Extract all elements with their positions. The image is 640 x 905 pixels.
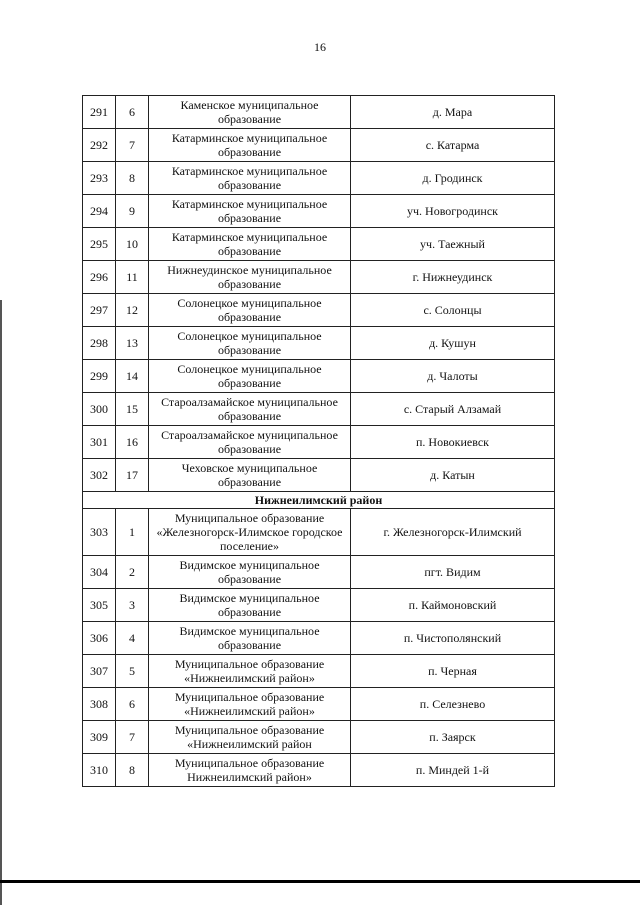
row-number-cell: 302 (83, 459, 116, 492)
settlement-cell: д. Катын (351, 459, 555, 492)
municipality-cell: Видимское муниципальное образование (149, 589, 351, 622)
municipality-cell: Солонецкое муниципальное образование (149, 360, 351, 393)
municipality-cell: Староалзамайское муниципальное образование (149, 393, 351, 426)
municipality-cell: Муниципальное образование «Железногорск-Илимское городское поселение» (149, 509, 351, 556)
row-number-cell: 310 (83, 754, 116, 787)
settlement-cell: п. Миндей 1-й (351, 754, 555, 787)
row-number-cell: 292 (83, 129, 116, 162)
table-row (83, 129, 555, 162)
scan-edge-line (0, 300, 2, 905)
settlement-cell: д. Чалоты (351, 360, 555, 393)
page-number: 16 (314, 40, 326, 54)
row-number-cell: 291 (83, 96, 116, 129)
local-number-cell: 10 (116, 228, 149, 261)
settlement-cell: п. Черная (351, 655, 555, 688)
settlement-cell: уч. Новогродинск (351, 195, 555, 228)
local-number-cell: 12 (116, 294, 149, 327)
row-number-cell: 299 (83, 360, 116, 393)
table-row (83, 162, 555, 195)
section-heading: Нижнеилимский район (83, 492, 555, 509)
local-number-cell: 7 (116, 721, 149, 754)
municipality-cell: Солонецкое муниципальное образование (149, 327, 351, 360)
table-row (83, 327, 555, 360)
municipality-cell: Солонецкое муниципальное образование (149, 294, 351, 327)
municipality-cell: Катарминское муниципальное образование (149, 129, 351, 162)
settlement-cell: п. Заярск (351, 721, 555, 754)
row-number-cell: 301 (83, 426, 116, 459)
municipality-cell: Муниципальное образование «Нижнеилимский район (149, 721, 351, 754)
settlement-cell: д. Кушун (351, 327, 555, 360)
table-row (83, 655, 555, 688)
section-heading-row (83, 492, 555, 509)
local-number-cell: 8 (116, 754, 149, 787)
local-number-cell: 13 (116, 327, 149, 360)
table-row (83, 754, 555, 787)
row-number-cell: 308 (83, 688, 116, 721)
local-number-cell: 5 (116, 655, 149, 688)
row-number-cell: 303 (83, 509, 116, 556)
table-row (83, 195, 555, 228)
table-row (83, 228, 555, 261)
settlement-cell: п. Селезнево (351, 688, 555, 721)
row-number-cell: 304 (83, 556, 116, 589)
local-number-cell: 1 (116, 509, 149, 556)
table-row (83, 393, 555, 426)
local-number-cell: 8 (116, 162, 149, 195)
municipality-cell: Катарминское муниципальное образование (149, 195, 351, 228)
settlement-cell: п. Каймоновский (351, 589, 555, 622)
row-number-cell: 309 (83, 721, 116, 754)
row-number-cell: 294 (83, 195, 116, 228)
municipality-cell: Каменское муниципальное образование (149, 96, 351, 129)
municipality-cell: Видимское муниципальное образование (149, 556, 351, 589)
table-row (83, 622, 555, 655)
table-row (83, 459, 555, 492)
row-number-cell: 296 (83, 261, 116, 294)
row-number-cell: 306 (83, 622, 116, 655)
municipality-cell: Староалзамайское муниципальное образование (149, 426, 351, 459)
row-number-cell: 305 (83, 589, 116, 622)
table-row (83, 96, 555, 129)
table-row (83, 509, 555, 556)
local-number-cell: 2 (116, 556, 149, 589)
table-row (83, 426, 555, 459)
municipality-cell: Чеховское муниципальное образование (149, 459, 351, 492)
municipality-cell: Катарминское муниципальное образование (149, 228, 351, 261)
settlement-cell: пгт. Видим (351, 556, 555, 589)
local-number-cell: 4 (116, 622, 149, 655)
settlement-cell: д. Гродинск (351, 162, 555, 195)
table-row (83, 589, 555, 622)
local-number-cell: 3 (116, 589, 149, 622)
settlement-cell: с. Солонцы (351, 294, 555, 327)
local-number-cell: 17 (116, 459, 149, 492)
table-row (83, 688, 555, 721)
local-number-cell: 11 (116, 261, 149, 294)
settlement-cell: г. Железногорск-Илимский (351, 509, 555, 556)
local-number-cell: 7 (116, 129, 149, 162)
local-number-cell: 14 (116, 360, 149, 393)
settlement-cell: г. Нижнеудинск (351, 261, 555, 294)
settlement-cell: п. Чистополянский (351, 622, 555, 655)
municipality-cell: Нижнеудинское муниципальное образование (149, 261, 351, 294)
table-row (83, 360, 555, 393)
local-number-cell: 6 (116, 96, 149, 129)
municipality-cell: Муниципальное образование «Нижнеилимский район» (149, 688, 351, 721)
settlement-cell: д. Мара (351, 96, 555, 129)
scan-bottom-line (0, 880, 640, 883)
row-number-cell: 300 (83, 393, 116, 426)
row-number-cell: 298 (83, 327, 116, 360)
row-number-cell: 307 (83, 655, 116, 688)
settlements-table (82, 95, 555, 787)
local-number-cell: 15 (116, 393, 149, 426)
row-number-cell: 297 (83, 294, 116, 327)
table-row (83, 294, 555, 327)
table-row (83, 556, 555, 589)
local-number-cell: 9 (116, 195, 149, 228)
local-number-cell: 6 (116, 688, 149, 721)
settlement-cell: с. Старый Алзамай (351, 393, 555, 426)
settlement-cell: п. Новокиевск (351, 426, 555, 459)
municipality-cell: Катарминское муниципальное образование (149, 162, 351, 195)
table-row (83, 721, 555, 754)
settlement-cell: с. Катарма (351, 129, 555, 162)
row-number-cell: 295 (83, 228, 116, 261)
table-row (83, 261, 555, 294)
municipality-cell: Муниципальное образование «Нижнеилимский район» (149, 655, 351, 688)
municipality-cell: Видимское муниципальное образование (149, 622, 351, 655)
settlement-cell: уч. Таежный (351, 228, 555, 261)
local-number-cell: 16 (116, 426, 149, 459)
municipality-cell: Муниципальное образование Нижнеилимский район» (149, 754, 351, 787)
row-number-cell: 293 (83, 162, 116, 195)
